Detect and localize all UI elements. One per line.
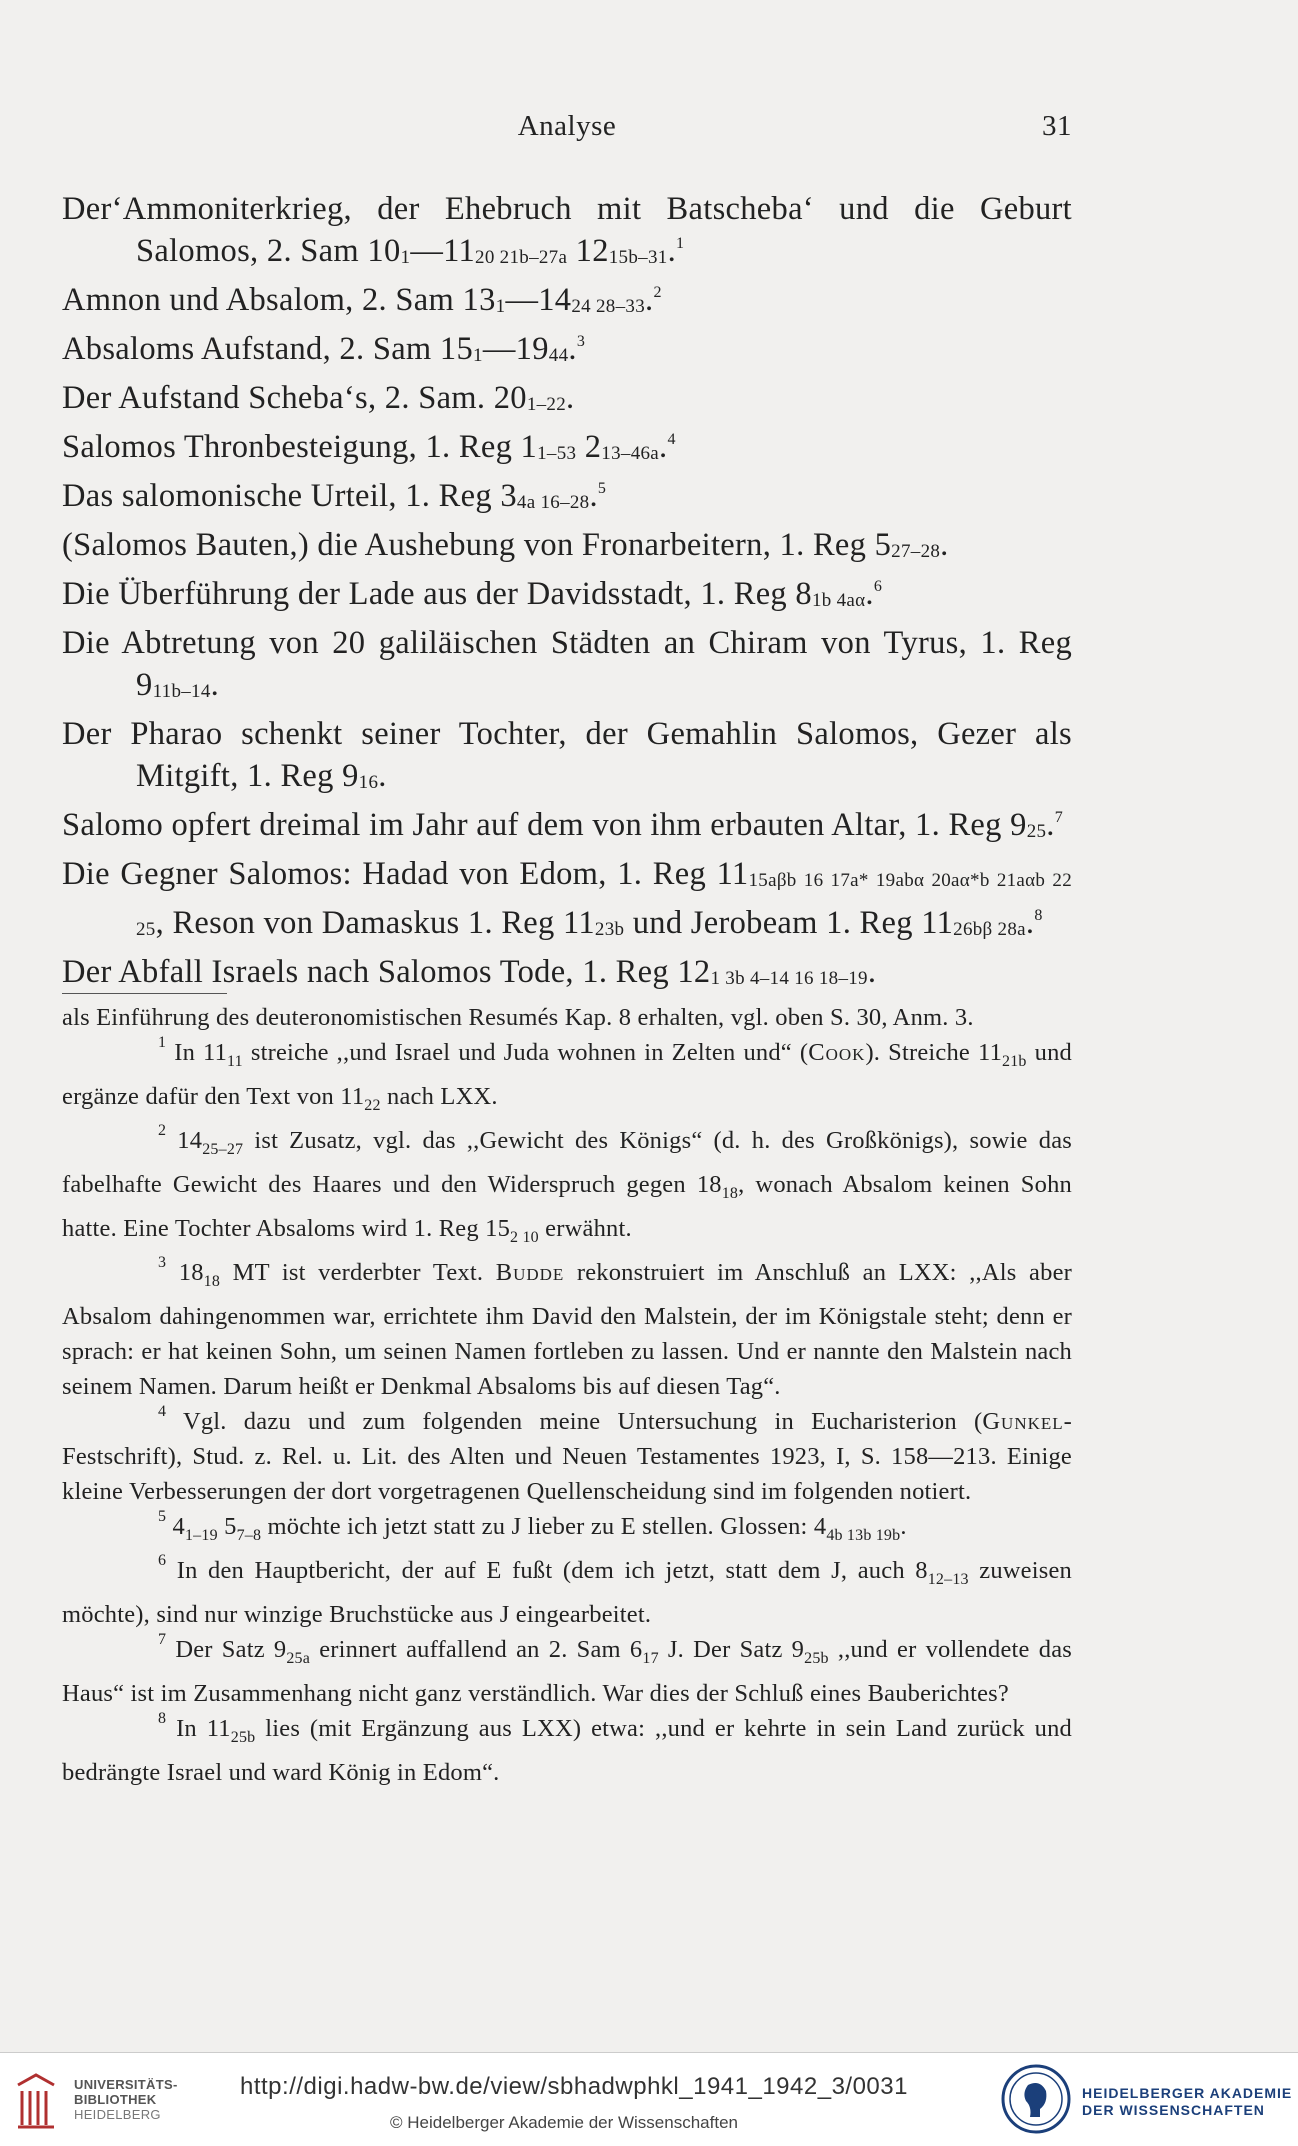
running-title: Analyse xyxy=(517,110,617,142)
footnote-ref: 7 xyxy=(1054,809,1064,826)
footnote-ref: 2 xyxy=(653,284,662,301)
footnote-ref: 6 xyxy=(873,578,883,595)
list-item: Das salomonische Urteil, 1. Reg $3_{4a 16-28}.^5$ xyxy=(62,478,607,514)
footnote-ref: 3 xyxy=(576,333,586,350)
footnote-5: $^5$ $4_{1-19}$ $5_{7-8}$ möchte ich jetzt statt zu J lieber zu E stellen. Glossen: $4_{4b 13b 19b}$. xyxy=(158,1508,907,1544)
page-number: 31 xyxy=(1042,110,1072,142)
permalink-url[interactable]: http://digi.hadw-bw.de/view/sbhadwphkl_1941_1942_3/0031 xyxy=(240,2073,908,2100)
list-item: Amnon und Absalom, 2. Sam $13_1—14_{24 28-33}.^2$ xyxy=(62,282,662,318)
footnote-separator xyxy=(62,993,227,994)
list-item: Die Gegner Salomos: Hadad von Edom, 1. Reg $11_{15a\beta b 16 17a* 19ab\alpha 20a\alpha*b 21a\alpha b 22 25}$, Reson von Damaskus 1. Reg $11_{23b}$ und Jerobeam 1. Reg $11_{26b\beta 28a}.^8$ xyxy=(62,856,1072,941)
footnote-ref: 8 xyxy=(1034,907,1043,924)
university-library-logo-icon[interactable] xyxy=(14,2071,59,2131)
list-item: Absaloms Aufstand, 2. Sam $15_1—19_{44}.^3$ xyxy=(62,331,586,367)
list-item: Die Überführung der Lade aus der Davidsstadt, 1. Reg $8_{1b 4a\alpha}.^6$ xyxy=(62,576,883,612)
running-head xyxy=(62,110,1072,150)
list-item: Der Pharao schenkt seiner Tochter, der Gemahlin Salomos, Gezer als Mitgift, 1. Reg $9_{16}$. xyxy=(62,716,1072,794)
list-item: Der Abfall Israels nach Salomos Tode, 1. Reg $12_{1 3b 4-14 16 18-19}$. xyxy=(62,954,877,990)
list-item: Salomo opfert dreimal im Jahr auf dem von ihm erbauten Altar, 1. Reg $9_{25}.^7$ xyxy=(62,807,1064,843)
footnote-continuation: als Einführung des deuteronomistischen Resumés Kap. 8 erhalten, vgl. oben S. 30, Anm. 3. xyxy=(62,1004,974,1031)
footnote-1: $^1$ In $11_{11}$ streiche ,,und Israel und Juda wohnen in Zelten und“ (Cook). Streiche $11_{21b}$ und ergänze dafür den Text von $11_{22}$ nach LXX. xyxy=(62,1034,1073,1114)
viewer-footer xyxy=(0,2052,1298,2146)
footnote-3: $^3$ $18_{18}$ MT ist verderbter Text. Budde rekonstruiert im Anschluß an LXX: ,,Als aber Absalom dahingenommen war, errichtete ihm David den Malstein, der im Königstale steht; denn er sprach: er hat keinen Sohn, um seinen Namen fortleben zu lassen. Und er nannte den Malstein nach seinem Namen. Darum heißt er Denkmal Absaloms bis auf diesen Tag“. xyxy=(62,1254,1073,1400)
list-item: Salomos Thronbesteigung, 1. Reg $1_{1-53}$ $2_{13-46a}.^4$ xyxy=(62,429,676,465)
footnote-ref: 5 xyxy=(597,480,607,497)
list-item: Der‘Ammoniterkrieg, der Ehebruch mit Batscheba‘ und die Geburt Salomos, 2. Sam $10_1—11_{20 21b-27a}$ $12_{15b-31}.^1$ xyxy=(62,191,1072,269)
copyright-notice: © Heidelberger Akademie der Wissenschaften xyxy=(390,2113,738,2132)
library-name: UNIVERSITÄTS- BIBLIOTHEK HEIDELBERG xyxy=(74,2077,178,2122)
list-item: (Salomos Bauten,) die Aushebung von Fronarbeitern, 1. Reg $5_{27-28}$. xyxy=(62,527,949,563)
list-item: Die Abtretung von 20 galiläischen Städten an Chiram von Tyrus, 1. Reg $9_{11b-14}$. xyxy=(62,625,1072,703)
footnote-7: $^7$ Der Satz $9_{25a}$ erinnert auffallend an 2. Sam $6_{17}$ J. Der Satz $9_{25b}$ ,,und er vollendete das Haus“ ist im Zusammenhang nicht ganz verständlich. War dies der Schluß eines Bauberichtes? xyxy=(62,1631,1073,1707)
footnote-8: $^8$ In $11_{25b}$ lies (mit Ergänzung aus LXX) etwa: ,,und er kehrte in sein Land zurück und bedrängte Israel und ward König in Edom“. xyxy=(62,1710,1072,1786)
footnote-6: $^6$ In den Hauptbericht, der auf E fußt (dem ich jetzt, statt dem J, auch $8_{12-13}$ zuweisen möchte), sind nur winzige Bruchstücke aus J eingearbeitet. xyxy=(62,1552,1072,1628)
content-list xyxy=(62,188,1072,1000)
footnote-ref: 4 xyxy=(667,431,676,448)
footnote-ref: 1 xyxy=(676,235,685,252)
academy-name: HEIDELBERGER AKADEMIE DER WISSENSCHAFTEN xyxy=(1082,2085,1293,2118)
footnotes xyxy=(62,1000,1072,1790)
academy-seal-icon[interactable] xyxy=(1000,2063,1072,2135)
footnote-4: $^4$ Vgl. dazu und zum folgenden meine Untersuchung in Eucharisterion (Gunkel-Festschrift), Stud. z. Rel. u. Lit. des Alten und Neuen Testamentes 1923, I, S. 158—213. Einige kleine Verbesserungen der dort vorgetragenen Quellenscheidung sind im folgenden notiert. xyxy=(62,1403,1072,1505)
list-item: Der Aufstand Scheba‘s, 2. Sam. $20_{1-22}$. xyxy=(62,380,575,416)
footnote-2: $^2$ $14_{25-27}$ ist Zusatz, vgl. das ,,Gewicht des Königs“ (d. h. des Großkönigs), sowie das fabelhafte Gewicht des Haares und den Widerspruch gegen $18_{18}$, wonach Absalom keinen Sohn hatte. Eine Tochter Absaloms wird 1. Reg $15_{2 10}$ erwähnt. xyxy=(62,1122,1072,1246)
